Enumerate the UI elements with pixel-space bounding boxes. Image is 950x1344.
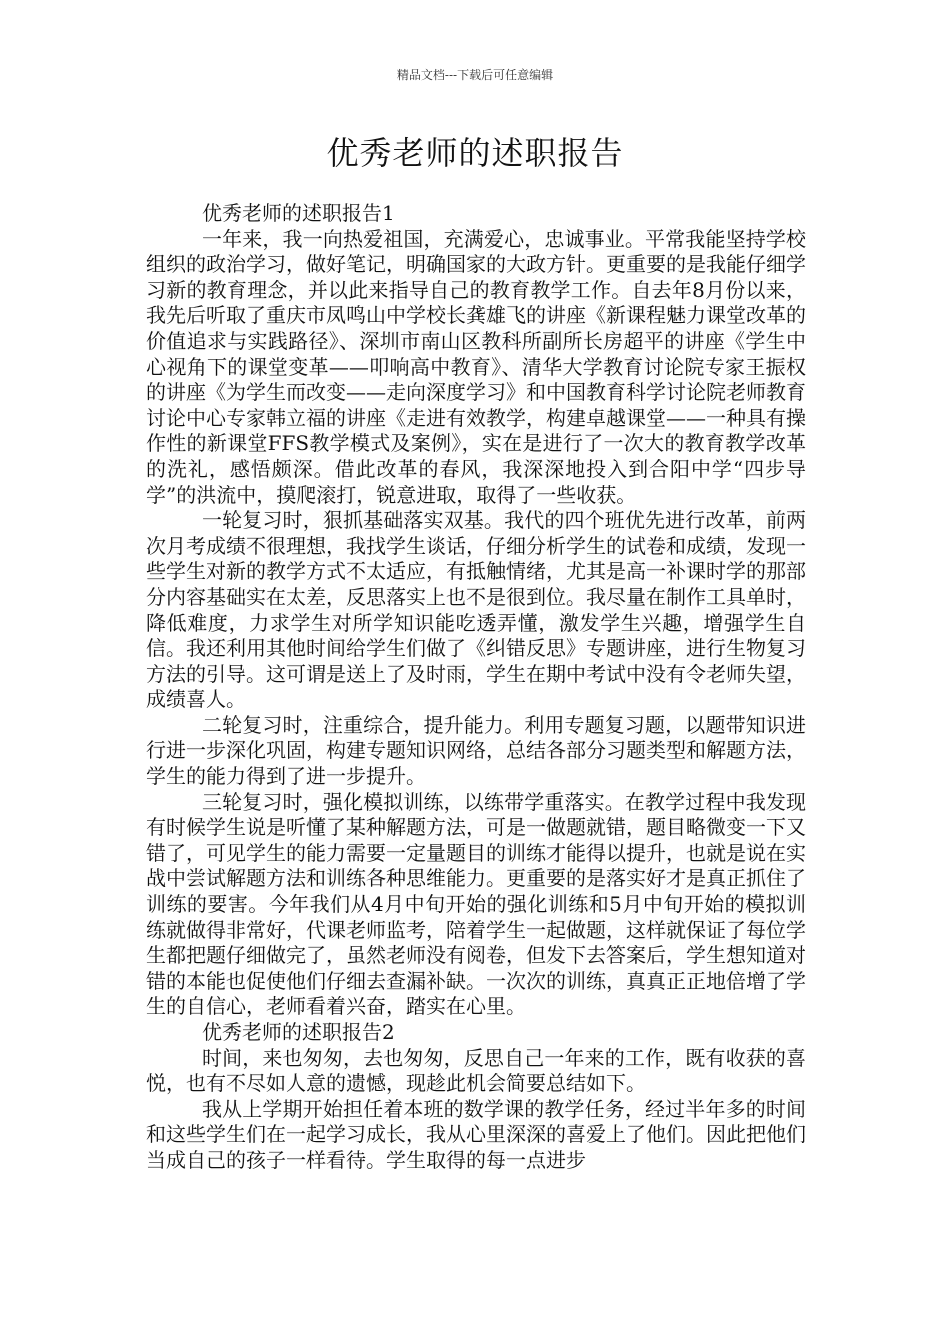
body-paragraph: 二轮复习时，注重综合，提升能力。利用专题复习题，以题带知识进行进一步深化巩固，构建专题知识网络，总结各部分习题类型和解题方法，学生的能力得到了进一步提升。 xyxy=(146,712,806,789)
body-paragraph: 我从上学期开始担任着本班的数学课的教学任务，经过半年多的时间和这些学生们在一起学习成长，我从心里深深的喜爱上了他们。因此把他们当成自己的孩子一样看待。学生取得的每一点进步 xyxy=(146,1096,806,1172)
page-header-note: 精品文档---下载后可任意编辑 xyxy=(396,68,554,82)
document-body xyxy=(146,201,806,1174)
body-paragraph: 一轮复习时，狠抓基础落实双基。我代的四个班优先进行改革，前两次月考成绩不很理想，我找学生谈话，仔细分析学生的试卷和成绩，发现一些学生对新的教学方式不太适应，有抵触情绪，尤其是高一补课时学的那部分内容基础实在太差，反思落实上也不是很到位。我尽量在制作工具单时，降低难度，力求学生对所学知识能吃透弄懂，激发学生兴趣，增强学生自信。我还利用其他时间给学生们做了《纠错反思》专题讲座，进行生物复习方法的引导。这可谓是送上了及时雨，学生在期中考试中没有令老师失望，成绩喜人。 xyxy=(146,508,806,712)
body-paragraph: 三轮复习时，强化模拟训练，以练带学重落实。在教学过程中我发现有时候学生说是听懂了某种解题方法，可是一做题就错，题目略微变一下又错了，可见学生的能力需要一定量题目的训练才能得以提升，也就是说在实战中尝试解题方法和训练各种思维能力。更重要的是落实好才是真正抓住了训练的要害。今年我们从4月中旬开始的强化训练和5月中旬开始的模拟训练就做得非常好，代课老师监考，陪着学生一起做题，这样就保证了每位学生都把题仔细做完了，虽然老师没有阅卷，但发下去答案后，学生想知道对错的本能也促使他们仔细去查漏补缺。一次次的训练，真真正正地倍增了学生的自信心，老师看着兴奋，踏实在心里。 xyxy=(146,789,806,1019)
body-paragraph: 时间，来也匆匆，去也匆匆，反思自己一年来的工作，既有收获的喜悦，也有不尽如人意的遗憾，现趁此机会简要总结如下。 xyxy=(146,1045,806,1096)
section-heading: 优秀老师的述职报告1 xyxy=(202,201,395,225)
body-paragraph: 一年来，我一向热爱祖国，充满爱心，忠诚事业。平常我能坚持学校组织的政治学习，做好笔记，明确国家的大政方针。更重要的是我能仔细学习新的教育理念，并以此来指导自己的教育教学工作。自去年8月份以来，我先后听取了重庆市凤鸣山中学校长龚雄飞的讲座《新课程魅力课堂改革的价值追求与实践路径》、深圳市南山区教科所副所长房超平的讲座《学生中心视角下的课堂变革——叩响高中教育》、清华大学教育讨论院专家王振权的讲座《为学生而改变——走向深度学习》和中国教育科学讨论院老师教育讨论中心专家韩立福的讲座《走进有效教学，构建卓越课堂——一种具有操作性的新课堂FFS教学模式及案例》，实在是进行了一次大的教育教学改革的洗礼，感悟颇深。借此改革的春风，我深深地投入到合阳中学“四步导学”的洪流中，摸爬滚打，锐意进取，取得了一些收获。 xyxy=(146,226,806,507)
document-title: 优秀老师的述职报告 xyxy=(326,134,624,172)
section-heading: 优秀老师的述职报告2 xyxy=(202,1020,395,1044)
